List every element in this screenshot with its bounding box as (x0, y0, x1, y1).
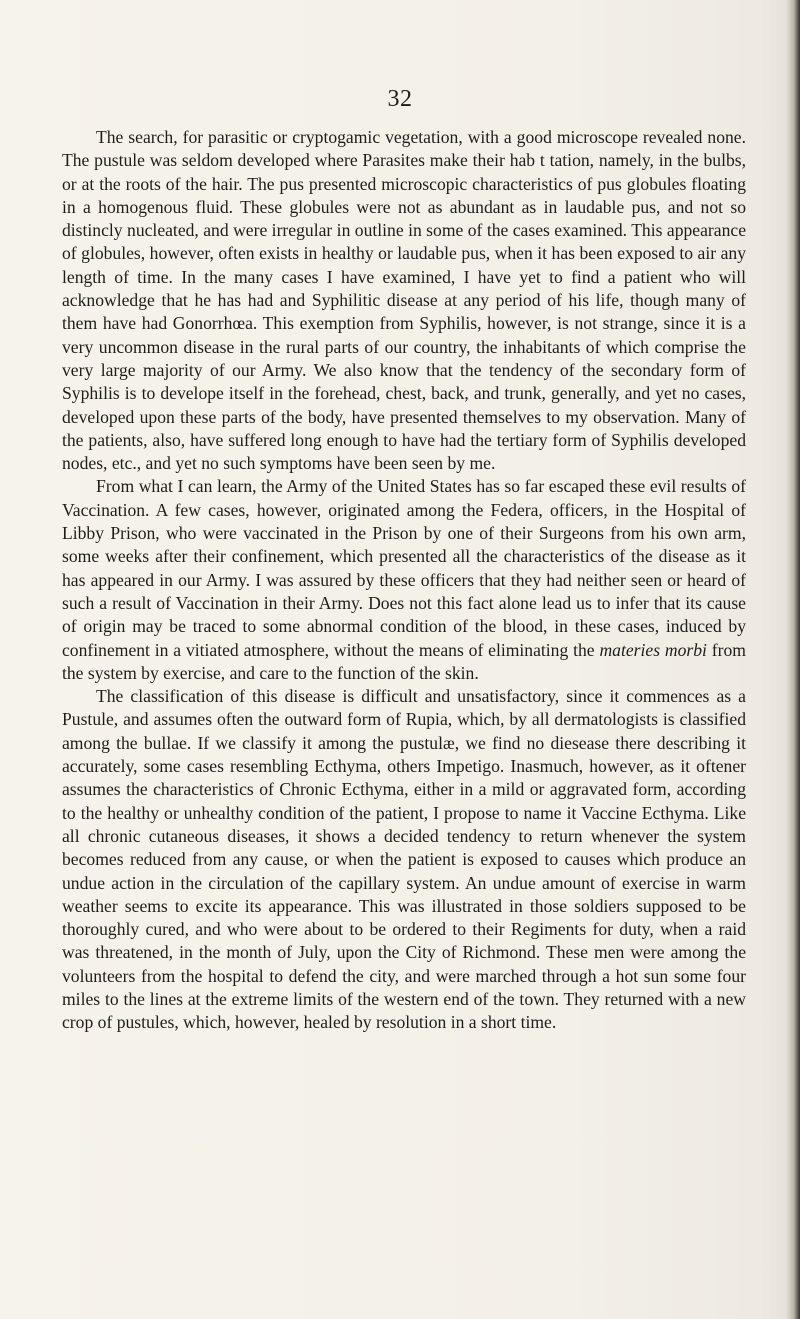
paragraph-text: from the system by exercise, and care to the function of the skin. (62, 639, 746, 683)
paragraph-parasitic-search: The search, for parasitic or cryptogamic vegetation, with a good microscope revealed none. The pustule was seldom developed where Parasites make their hab t tation, namely, in the bulbs, or at the roots of the hair. The pus presented microscopic characteristics of pus globules floating in a homogenous fluid. These globules were not as abundant as in laudable pus, and not so distincly nucleated, and were irregular in outline in some of the cases examined. This appearance of globules, however, often exists in healthy or laudable pus, when it has been exposed to air any length of time. In the many cases I have examined, I have yet to find a patient who will acknowledge that he has had and Syphilitic disease at any period of his life, though many of them have had Gonorrhœa. This exemption from Syphilis, however, is not strange, since it is a very uncommon disease in the rural parts of our country, the inhabitants of which comprise the very large majority of our Army. We also know that the tendency of the secondary form of Syphilis is to develope itself in the forehead, chest, back, and trunk, generally, and yet no cases, developed upon these parts of the body, have presented themselves to my observation. Many of the patients, also, have suffered long enough to have had the tertiary form of Syphilis developed nodes, etc., and yet no such symptoms have been seen by me. (62, 127, 746, 474)
page-number: 32 (387, 86, 413, 112)
paragraph-text: From what I can learn, the Army of the United States has so far escaped these evil results of Vaccination. A few cases, however, originated among the Federa, officers, in the Hospital of Libby Prison, who were vaccinated in the Prison by one of their Surgeons from his own arm, some weeks after their confinement, which presented all the characteristics of the disease as it has appeared in our Army. I was assured by these officers that they had neither seen or heard of such a result of Vaccination in their Army. Does not this fact alone lead us to infer that its cause of origin may be traced to some abnormal condition of the blood, in these cases, induced by confinement in a vitiated atmosphere, without the means of eliminating the (62, 476, 746, 660)
page-edge-shadow (786, 0, 800, 1319)
paragraph-federal-army (62, 475, 746, 685)
body-text (62, 126, 746, 1035)
italic-term: materies morbi (599, 639, 707, 660)
paragraph-classification: The classification of this disease is difficult and unsatisfactory, since it commences as a Pustule, and assumes often the outward form of Rupia, which, by all dermatologists is classified among the bullae. If we classify it among the pustulæ, we find no diesease there describing it accurately, some cases resembling Ecthyma, others Impetigo. Inasmuch, however, as it oftener assumes the characteristics of Chronic Ecthyma, either in a mild or aggravated form, according to the healthy or unhealthy condition of the patient, I propose to name it Vaccine Ecthyma. Like all chronic cutaneous diseases, it shows a decided tendency to return whenever the system becomes reduced from any cause, or when the patient is exposed to causes which produce an undue action in the circulation of the capillary system. An undue amount of exercise in warm weather seems to excite its appearance. This was illustrated in those soldiers supposed to be thoroughly cured, and who were about to be ordered to their Regiments for duty, when a raid was threatened, in the month of July, upon the City of Richmond. These men were among the volunteers from the hospital to defend the city, and were marched through a hot sun some four miles to the lines at the extreme limits of the western end of the town. They returned with a new crop of pustules, which, however, healed by resolution in a short time. (62, 686, 746, 1033)
